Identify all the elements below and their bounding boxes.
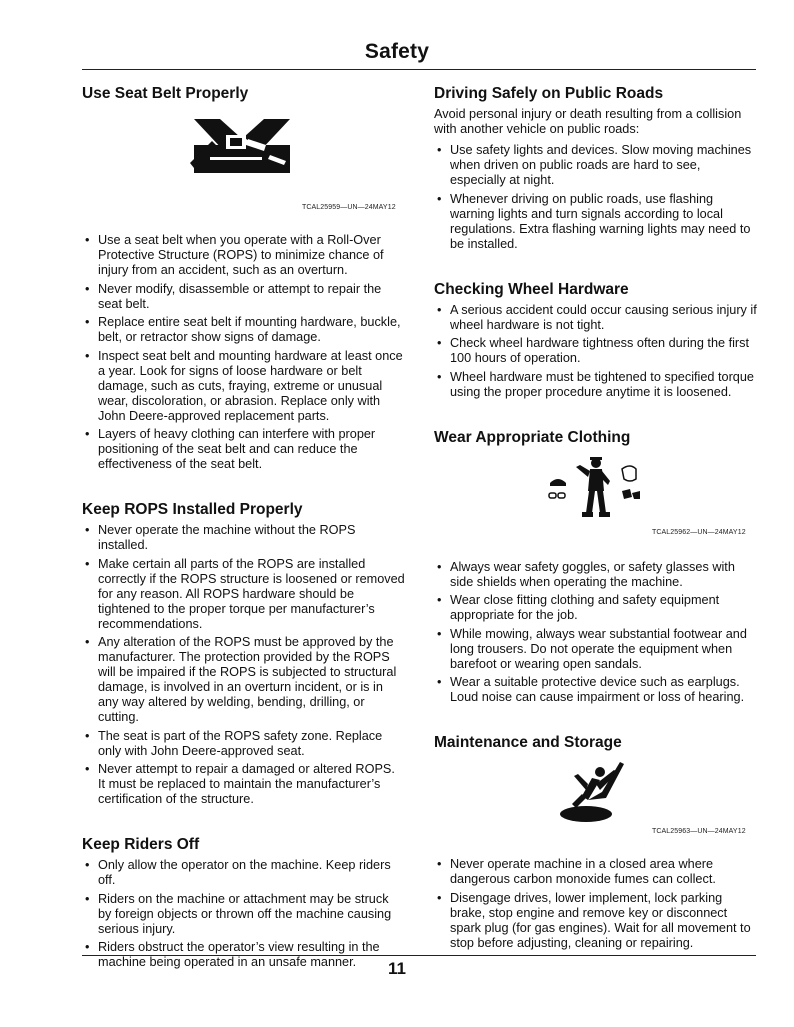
- list-item: • Layers of heavy clothing can interfere with proper positioning of the seat belt and can reduce the effectiveness of the seat belt.: [82, 427, 405, 472]
- list-item: • Any alteration of the ROPS must be approved by the manufacturer. The protection provided by the ROPS will be impaired if the ROPS is subjected to structural damage, is involved in an overturn incident, or is in any way altered by welding, bending, drilling, or cutting.: [82, 635, 405, 725]
- list-item: • Wheel hardware must be tightened to specified torque using the proper procedure anytime it is loosened.: [434, 370, 757, 400]
- list-item: • The seat is part of the ROPS safety zone. Replace only with John Deere-approved seat.: [82, 729, 405, 759]
- page-number: 11: [388, 959, 406, 978]
- list-item: • Never operate machine in a closed area where dangerous carbon monoxide fumes can collect.: [434, 857, 757, 887]
- public-roads-list: [434, 143, 757, 252]
- seat-belt-section: [82, 84, 405, 472]
- maintenance-list: [434, 857, 757, 951]
- maintenance-heading: Maintenance and Storage: [434, 734, 622, 751]
- maintenance-figure-caption: TCAL25963—UN—24MAY12: [652, 828, 746, 835]
- right-column: [434, 84, 757, 954]
- seat-belt-heading: Use Seat Belt Properly: [82, 85, 249, 102]
- list-item: • Inspect seat belt and mounting hardware at least once a year. Look for signs of loose hardware or belt damage, such as cuts, fraying, extreme or unusual wear, discoloration, or abrasion. Replace only with John Deere-approved replacement parts.: [82, 349, 405, 424]
- rops-heading: Keep ROPS Installed Properly: [82, 501, 303, 518]
- list-item: • Whenever driving on public roads, use flashing warning lights and turn signals according to local regulations. Extra flashing warning lights may need to be installed.: [434, 192, 757, 252]
- rops-list: [82, 523, 405, 807]
- list-item: • Riders on the machine or attachment may be struck by foreign objects or thrown off the machine causing serious injury.: [82, 892, 405, 937]
- seat-belt-list: [82, 233, 405, 472]
- footer-rule: [82, 955, 756, 956]
- clothing-figure-caption: TCAL25962—UN—24MAY12: [652, 528, 746, 536]
- seat-belt-figure: [82, 107, 405, 220]
- list-item: • Wear a suitable protective device such as earplugs. Loud noise can cause impairment or loss of hearing.: [434, 675, 757, 705]
- riders-list: [82, 858, 405, 970]
- maintenance-figure: [434, 756, 757, 844]
- public-roads-intro: Avoid personal injury or death resulting from a collision with another vehicle on public roads:: [434, 107, 742, 136]
- list-item: • Replace entire seat belt if mounting hardware, buckle, belt, or retractor show signs of damage.: [82, 315, 405, 345]
- wheel-hardware-heading: Checking Wheel Hardware: [434, 280, 629, 298]
- list-item: • Make certain all parts of the ROPS are installed correctly if the ROPS structure is loosened or removed for any reason. All ROPS hardware should be tightened to the proper torque per manufacturer’s recommendations.: [82, 557, 405, 632]
- list-item: • While mowing, always wear substantial footwear and long trousers. Do not operate the equipment when barefoot or wearing open sandals.: [434, 627, 757, 672]
- left-column: [82, 84, 405, 974]
- clothing-list: [434, 560, 757, 706]
- public-roads-section: [434, 84, 757, 252]
- list-item: • Riders obstruct the operator’s view resulting in the machine being operated in an unsafe manner.: [82, 940, 405, 970]
- list-item: • Always wear safety goggles, or safety glasses with side shields when operating the machine.: [434, 560, 757, 590]
- seat-belt-figure-caption: TCAL25959—UN—24MAY12: [302, 204, 396, 211]
- list-item: • Use a seat belt when you operate with a Roll-Over Protective Structure (ROPS) to minimize chance of injury from an accident, such as an overturn.: [82, 233, 405, 278]
- list-item: • Never attempt to repair a damaged or altered ROPS. It must be replaced to maintain the manufacturer’s certification of the structure.: [82, 762, 405, 807]
- riders-heading: Keep Riders Off: [82, 836, 200, 853]
- list-item: • Disengage drives, lower implement, lock parking brake, stop engine and remove key or disconnect spark plug (for gas engines). Wait for all movement to stop before adjusting, cleaning or repairing.: [434, 891, 757, 951]
- list-item: • Never operate the machine without the ROPS installed.: [82, 523, 405, 553]
- clothing-figure: [434, 451, 757, 547]
- riders-section: [82, 835, 405, 970]
- list-item: • A serious accident could occur causing serious injury if wheel hardware is not tight.: [434, 303, 757, 333]
- clothing-section: [434, 428, 757, 706]
- page-title: Safety: [364, 40, 430, 63]
- public-roads-heading: Driving Safely on Public Roads: [434, 85, 664, 102]
- wheel-hardware-list: [434, 303, 757, 400]
- protective-clothing-icon: [546, 455, 642, 519]
- list-item: • Check wheel hardware tightness often during the first 100 hours of operation.: [434, 336, 757, 366]
- maintenance-section: [434, 733, 757, 951]
- header-rule: [82, 69, 756, 70]
- list-item: • Only allow the operator on the machine. Keep riders off.: [82, 858, 405, 888]
- wheel-hardware-section: [434, 280, 757, 400]
- clothing-heading: Wear Appropriate Clothing: [434, 428, 631, 446]
- slip-hazard-icon: [558, 758, 630, 824]
- seat-belt-icon: [190, 115, 294, 177]
- list-item: • Use safety lights and devices. Slow moving machines when driven on public roads are hard to see, especially at night.: [434, 143, 757, 188]
- list-item: • Never modify, disassemble or attempt to repair the seat belt.: [82, 282, 405, 312]
- list-item: • Wear close fitting clothing and safety equipment appropriate for the job.: [434, 593, 757, 623]
- rops-section: [82, 500, 405, 807]
